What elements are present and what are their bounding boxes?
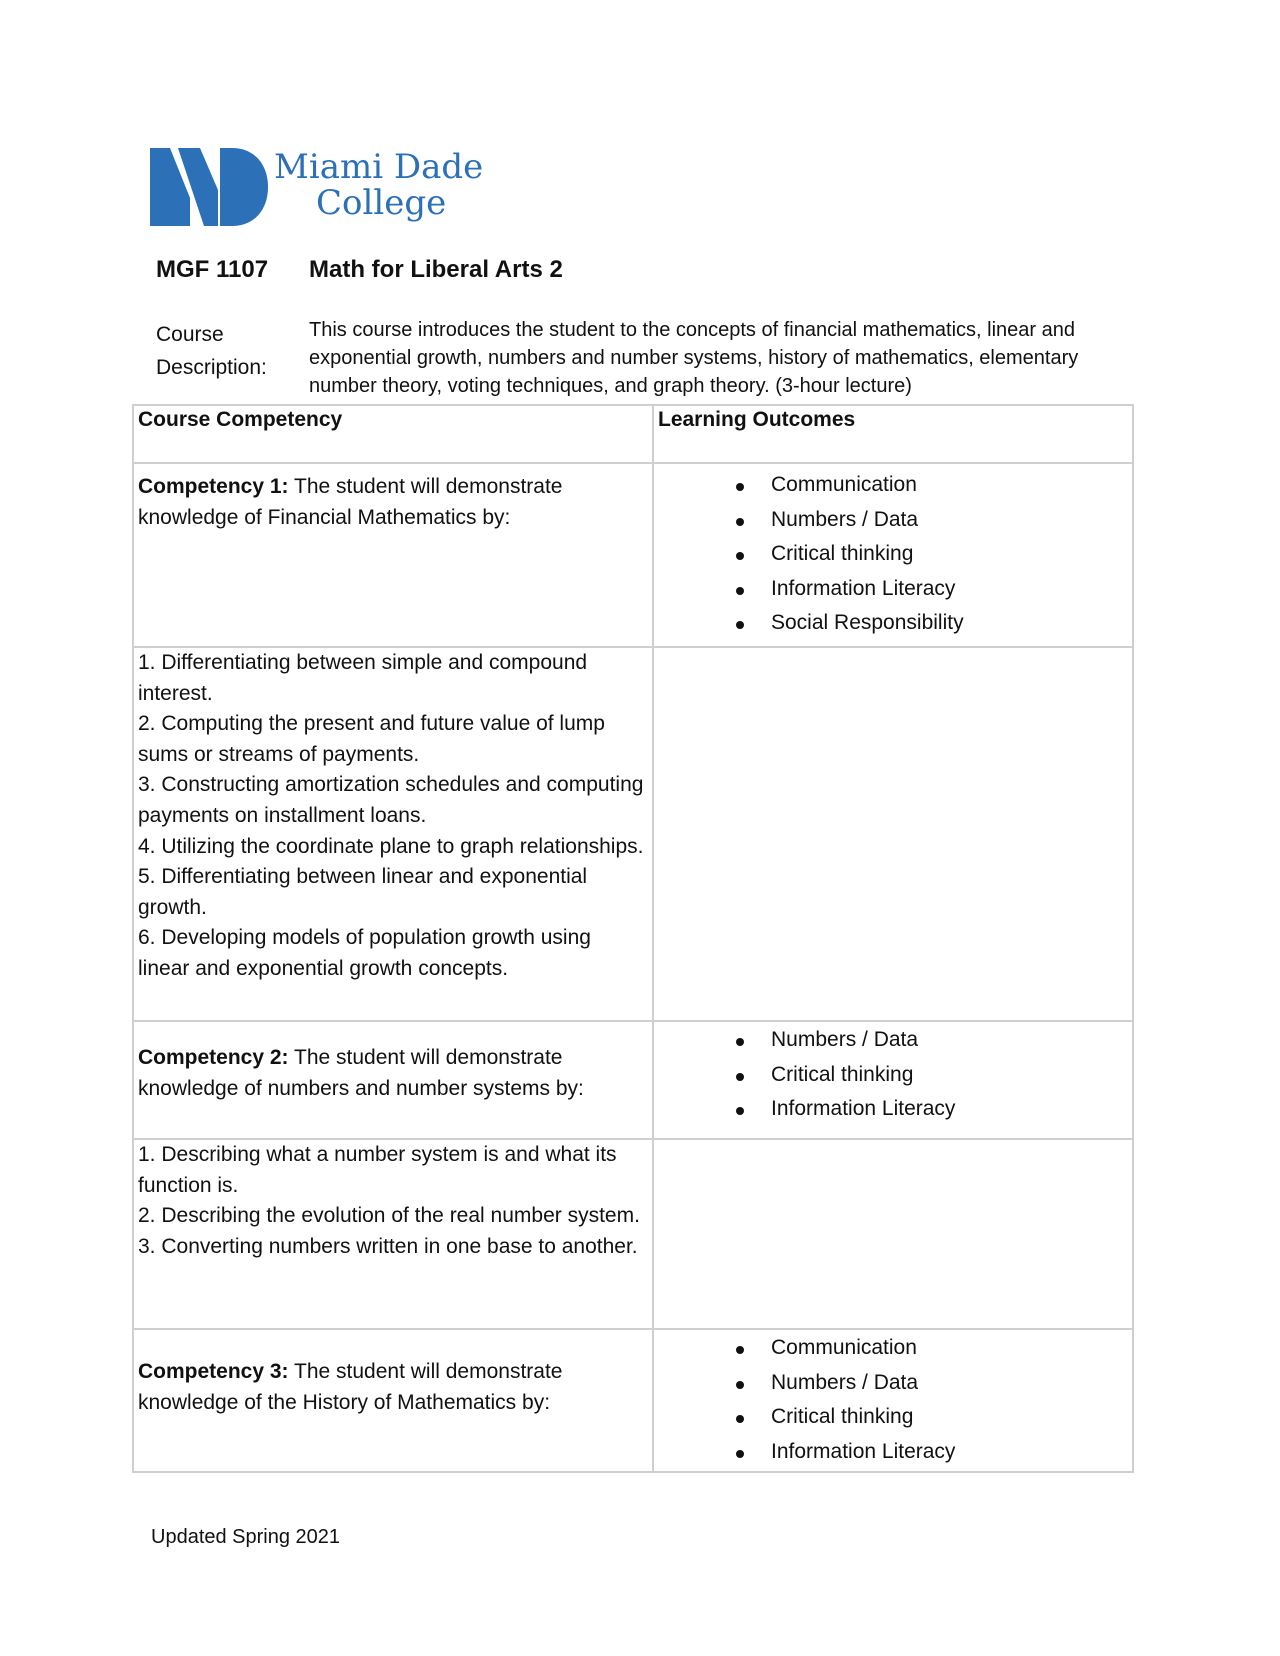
bullet-icon (736, 1346, 744, 1354)
outcomes-cell (653, 1329, 1133, 1472)
college-logo (150, 148, 490, 230)
list-item: 5. Differentiating between linear and exponential growth. (138, 865, 588, 919)
list-item: 3. Constructing amortization schedules and computing payments on installment loans. (138, 773, 644, 827)
header-learning-outcomes: Learning Outcomes (653, 405, 1133, 463)
description-text: This course introduces the student to the concepts of financial mathematics, linear and exponential growth, numbers and number systems, history of mathematics, elementary number theory, voting techniques, and graph theory. (3-hour lecture) (309, 319, 1079, 397)
table-header-row (133, 405, 1133, 463)
bullet-icon (736, 1038, 744, 1046)
bullet-icon (736, 1450, 744, 1458)
outcomes-cell (653, 1021, 1133, 1139)
competency-items-cell (133, 647, 653, 1021)
course-code: MGF 1107 (156, 256, 269, 283)
competency-label: Competency 1: (138, 475, 289, 498)
list-item: Numbers / Data (658, 1023, 1128, 1058)
list-item: 4. Utilizing the coordinate plane to graph relationships. (138, 834, 644, 858)
bullet-icon (736, 483, 744, 491)
bullet-icon (736, 552, 744, 560)
header-course-competency: Course Competency (133, 405, 653, 463)
list-item: Communication (658, 1331, 1128, 1366)
description-label: Course Description: (156, 323, 267, 379)
list-item: Information Literacy (658, 1435, 1128, 1470)
list-item: Numbers / Data (658, 503, 1128, 538)
list-item: 1. Differentiating between simple and compound interest. (138, 651, 588, 705)
college-logo-mark (150, 148, 268, 226)
competency-table (132, 404, 1134, 1473)
course-title: Math for Liberal Arts 2 (309, 256, 563, 283)
bullet-icon (736, 518, 744, 526)
list-item: Information Literacy (658, 1092, 1128, 1127)
competency-row (133, 463, 1133, 647)
competency-items-cell (133, 1139, 653, 1329)
competency-items-row (133, 647, 1133, 1021)
outcomes-list (658, 1023, 1128, 1127)
empty-cell (653, 647, 1133, 1021)
list-item: Critical thinking (658, 1400, 1128, 1435)
outcomes-list (658, 468, 1128, 641)
competency-text: The student will demonstrate knowledge of Financial Mathematics by: (138, 475, 563, 529)
bullet-icon (736, 587, 744, 595)
competency-text: The student will demonstrate knowledge of the History of Mathematics by: (138, 1360, 563, 1414)
bullet-icon (736, 1107, 744, 1115)
competency-row (133, 1021, 1133, 1139)
bullet-icon (736, 1415, 744, 1423)
list-item: Social Responsibility (658, 606, 1128, 641)
bullet-icon (736, 621, 744, 629)
list-item: Information Literacy (658, 572, 1128, 607)
logo-line-2: College (316, 183, 447, 223)
bullet-icon (736, 1381, 744, 1389)
competency-cell (133, 463, 653, 647)
competency-label: Competency 3: (138, 1360, 289, 1383)
list-item: Critical thinking (658, 1058, 1128, 1093)
list-item: Communication (658, 468, 1128, 503)
competency-label: Competency 2: (138, 1046, 289, 1069)
logo-line-1: Miami Dade (274, 147, 484, 187)
list-item: 2. Describing the evolution of the real number system. (138, 1204, 640, 1228)
list-item: 2. Computing the present and future value of lump sums or streams of payments. (138, 712, 605, 766)
competency-cell (133, 1021, 653, 1139)
bullet-icon (736, 1073, 744, 1081)
competency-cell (133, 1329, 653, 1472)
competency-items-row (133, 1139, 1133, 1329)
outcomes-list (658, 1331, 1128, 1469)
outcomes-cell (653, 463, 1133, 647)
competency-text: The student will demonstrate knowledge of numbers and number systems by: (138, 1046, 584, 1100)
list-item: Critical thinking (658, 537, 1128, 572)
footer-updated: Updated Spring 2021 (151, 1526, 341, 1548)
list-item: 1. Describing what a number system is and what its function is. (138, 1143, 617, 1197)
empty-cell (653, 1139, 1133, 1329)
list-item: 6. Developing models of population growth using linear and exponential growth concepts. (138, 926, 591, 980)
competency-row (133, 1329, 1133, 1472)
list-item: Numbers / Data (658, 1366, 1128, 1401)
list-item: 3. Converting numbers written in one base to another. (138, 1234, 638, 1258)
